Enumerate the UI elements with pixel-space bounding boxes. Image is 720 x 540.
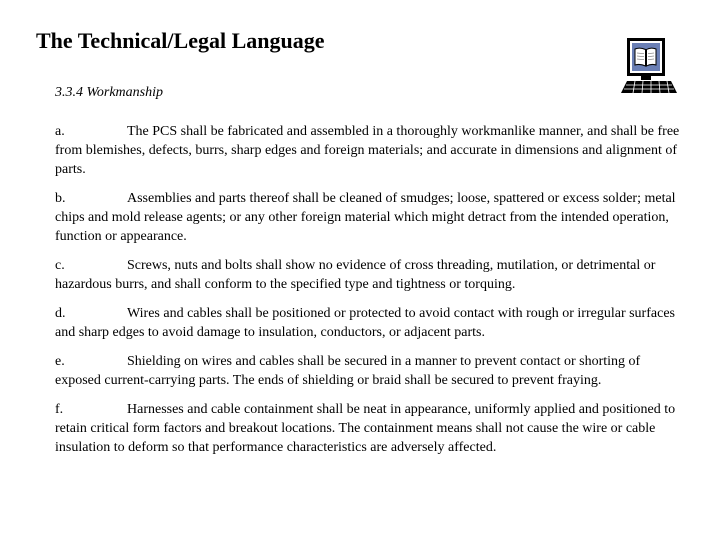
item-text: Shielding on wires and cables shall be secured in a manner to prevent contact or shorting of exposed current-carrying parts. The ends of shielding or braid shall be secured to prevent fraying. — [55, 354, 641, 388]
item-letter: c. — [55, 258, 65, 273]
item-text: Wires and cables shall be positioned or protected to avoid contact with rough or irregular surfaces and sharp edges to avoid damage to insulation, conductors, or adjacent parts. — [55, 306, 675, 340]
item-text: Screws, nuts and bolts shall show no evidence of cross threading, mutilation, or detrimental or hazardous burrs, and shall conform to the specified type and tightness or torquing. — [55, 258, 656, 292]
list-item — [55, 400, 685, 457]
item-text: Assemblies and parts thereof shall be cleaned of smudges; loose, spattered or excess solder; metal chips and mold release agents; or any other foreign material which might detract from the intended operation, function or appearance. — [55, 191, 676, 244]
list-item — [55, 352, 685, 390]
requirements-list — [55, 122, 685, 467]
item-letter: d. — [55, 306, 66, 321]
list-item — [55, 304, 685, 342]
section-heading: 3.3.4 Workmanship — [55, 85, 163, 100]
list-item — [55, 189, 685, 246]
item-text: The PCS shall be fabricated and assembled in a thoroughly workmanlike manner, and shall be free from blemishes, defects, burrs, sharp edges and foreign materials; and accurate in dimensions and alignment of parts. — [55, 124, 680, 177]
list-item — [55, 122, 685, 179]
item-letter: b. — [55, 191, 66, 206]
item-text: Harnesses and cable containment shall be neat in appearance, uniformly applied and positioned to retain critical form factors and breakout locations. The containment means shall not cause the wire or cable insulation to deform so that performance characteristics are adversely affected. — [55, 402, 676, 455]
slide-title: The Technical/Legal Language — [36, 28, 325, 53]
list-item — [55, 256, 685, 294]
item-letter: f. — [55, 402, 64, 417]
book-on-monitor-icon — [621, 37, 701, 95]
item-letter: e. — [55, 354, 65, 369]
item-letter: a. — [55, 124, 65, 139]
